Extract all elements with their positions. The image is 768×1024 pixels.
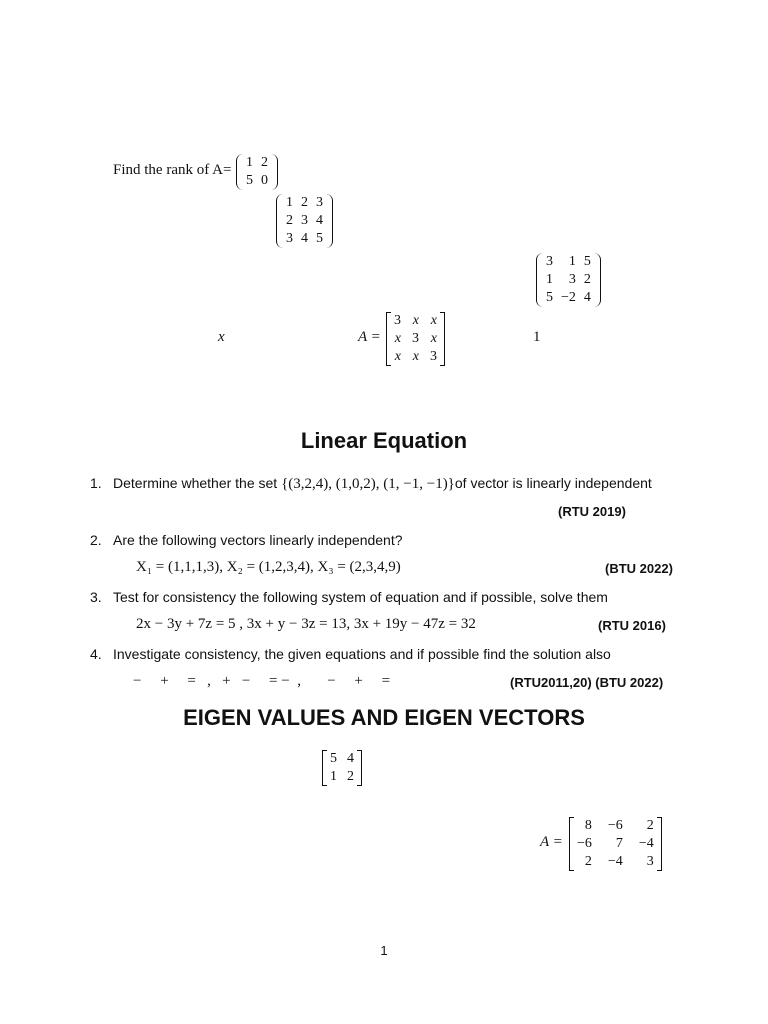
q2-text: Are the following vectors linearly independent? <box>113 532 403 548</box>
matrix-eigen-big <box>569 817 662 871</box>
matrix-cell: −4 <box>638 836 654 851</box>
matrix-cell: 4 <box>316 213 323 228</box>
q1-set: {(3,2,4), (1,0,2), (1, −1, −1)} <box>281 476 455 492</box>
x-label: x <box>218 329 225 345</box>
matrix-cell: 2 <box>584 854 592 869</box>
matrix-cell: 5 <box>246 173 253 188</box>
q2-tag: (BTU 2022) <box>605 561 673 576</box>
q1-text-start: Determine whether the set <box>113 475 282 491</box>
eigen-title: EIGEN VALUES AND EIGEN VECTORS <box>183 705 585 730</box>
matrix-b <box>276 194 333 248</box>
matrix-cell: 1 <box>246 155 253 170</box>
matrix-eigen-small <box>322 750 362 786</box>
matrix-cell: x <box>430 331 437 346</box>
q4-text: Investigate consistency, the given equations and if possible find the solution also <box>113 646 611 662</box>
q4-tag: (RTU2011,20) (BTU 2022) <box>510 675 664 690</box>
a-label-x <box>358 329 381 346</box>
q2-equation <box>136 559 401 576</box>
matrix-c <box>536 253 601 307</box>
matrix-cell: 5 <box>546 290 553 305</box>
matrix-cell: x <box>394 349 401 364</box>
matrix-cell: 2 <box>286 213 293 228</box>
q2-num: 2. <box>90 532 102 548</box>
matrix-cell: 4 <box>301 231 308 246</box>
matrix-cell: 0 <box>261 173 268 188</box>
matrix-cell: 3 <box>412 331 419 346</box>
matrix-cell: 1 <box>330 769 337 784</box>
matrix-cell: 5 <box>583 254 591 269</box>
q4-num: 4. <box>90 646 102 662</box>
matrix-cell: 2 <box>301 195 308 210</box>
q4-equation: − + = , + − = − , − + = <box>133 673 391 689</box>
matrix-cell: 2 <box>261 155 268 170</box>
matrix-cell: 4 <box>583 290 591 305</box>
q1-tag: (RTU 2019) <box>558 504 626 519</box>
q1-text-end: of vector is linearly independent <box>454 475 652 491</box>
a-label-eigen-text: A = <box>540 834 563 850</box>
q3-equation: 2x − 3y + 7z = 5 , 3x + y − 3z = 13, 3x + 19y − 47z = 32 <box>136 616 476 632</box>
matrix-cell: 1 <box>286 195 293 210</box>
matrix-cell: −6 <box>577 836 592 851</box>
matrix-cell: 3 <box>301 213 308 228</box>
matrix-cell: 3 <box>430 349 437 364</box>
matrix-cell: 8 <box>584 818 592 833</box>
matrix-cell: 2 <box>646 818 654 833</box>
linear-title: Linear Equation <box>300 428 468 453</box>
matrix-cell: 4 <box>347 751 354 766</box>
matrix-cell: 3 <box>568 272 576 287</box>
matrix-cell: x <box>412 349 419 364</box>
matrix-cell: −2 <box>561 290 576 305</box>
rank-prompt: Find the rank of A= <box>113 162 232 178</box>
q2-eq-text: X₁ = (1,1,1,3), X₂ = (1,2,3,4), X₃ = (2,3,4,9) <box>136 559 401 575</box>
matrix-cell: 1 <box>546 272 553 287</box>
matrix-cell: 3 <box>394 313 401 328</box>
matrix-cell: x <box>394 331 401 346</box>
matrix-cell: 2 <box>347 769 354 784</box>
matrix-cell: 5 <box>316 231 323 246</box>
q1-num: 1. <box>90 475 102 491</box>
matrix-cell: −4 <box>607 854 623 869</box>
matrix-x <box>386 312 445 366</box>
q3-tag: (RTU 2016) <box>598 618 666 633</box>
a-label-text: A = <box>358 329 381 345</box>
one-label: 1 <box>533 329 541 345</box>
q3-num: 3. <box>90 589 102 605</box>
matrix-cell: 3 <box>316 195 323 210</box>
matrix-cell: −6 <box>607 818 623 833</box>
matrix-a <box>236 154 278 190</box>
q3-text: Test for consistency the following system of equation and if possible, solve them <box>113 589 608 605</box>
matrix-cell: 2 <box>583 272 591 287</box>
matrix-cell: 3 <box>546 254 553 269</box>
q1-text <box>113 475 652 493</box>
matrix-cell: 7 <box>615 836 623 851</box>
page-number: 1 <box>380 943 388 958</box>
a-label-eigen <box>540 834 563 851</box>
matrix-cell: x <box>412 313 419 328</box>
matrix-cell: 3 <box>286 231 293 246</box>
matrix-cell: 1 <box>568 254 576 269</box>
matrix-cell: 3 <box>646 854 654 869</box>
matrix-cell: x <box>430 313 437 328</box>
matrix-cell: 5 <box>330 751 337 766</box>
